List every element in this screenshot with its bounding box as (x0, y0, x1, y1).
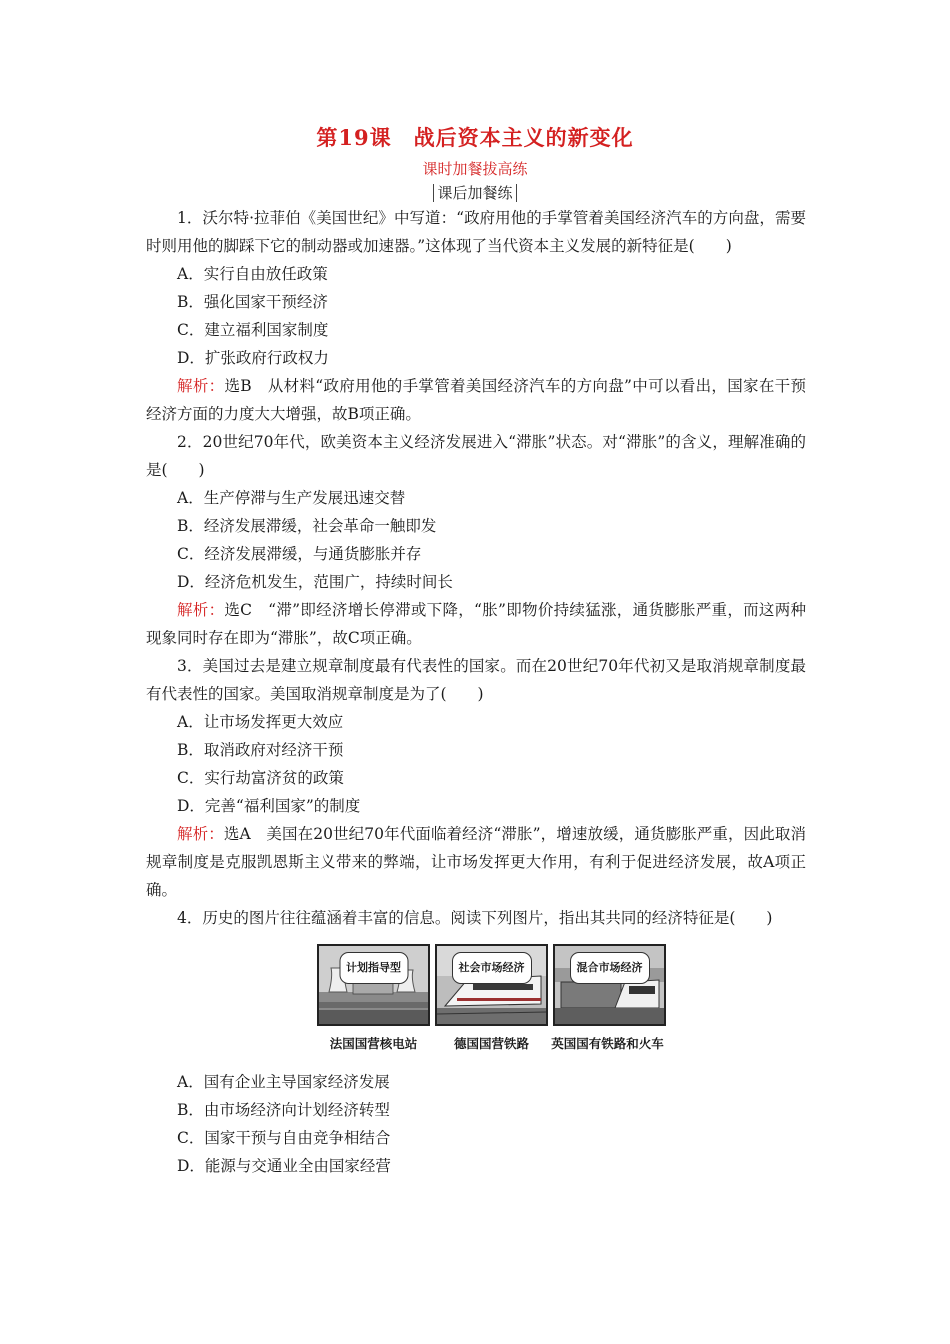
analysis-label: 解析： (177, 825, 224, 843)
question-stem: 1．沃尔特·拉菲伯《美国世纪》中写道：“政府用他的手掌管着美国经济汽车的方向盘，需要时则用他的脚踩下它的制动器或加速器。”这体现了当代资本主义发展的新特征是( ) (146, 209, 806, 255)
figure-caption: 英国国有铁路和火车 (551, 1036, 664, 1051)
figure-badge: 混合市场经济 (570, 952, 650, 984)
option-b: B．经济发展滞缓，社会革命一触即发 (177, 517, 437, 535)
option-d: D．扩张政府行政权力 (177, 349, 329, 367)
question-stem: 2．20世纪70年代，欧美资本主义经济发展进入“滞胀”状态。对“滞胀”的含义，理解准确的是( ) (146, 433, 806, 479)
figure-badge: 社会市场经济 (452, 952, 532, 984)
lesson-subtitle: 课时加餐拔高练 (422, 160, 528, 178)
analysis-text: 选C “滞”即经济增长停滞或下降，“胀”即物价持续猛涨，通货膨胀严重，而这两种现象同时存在即为“滞胀”，故C项正确。 (146, 601, 806, 647)
question-figure (146, 944, 806, 1062)
analysis-text: 选B 从材料“政府用他的手掌管着美国经济汽车的方向盘”中可以看出，国家在干预经济方面的力度大大增强，故B项正确。 (146, 377, 806, 423)
lesson-number: 第19课 (316, 125, 392, 150)
figure-caption: 法国国营核电站 (329, 1036, 418, 1051)
analysis (146, 820, 806, 904)
analysis (146, 372, 806, 428)
figure-caption: 德国国营铁路 (453, 1036, 529, 1051)
analysis-label: 解析： (177, 601, 225, 619)
figure-image-nuclear-plant (317, 944, 430, 1026)
section-tag: 课后加餐练 (0, 182, 950, 203)
figure-image-uk-train (553, 944, 666, 1026)
option-a: A．生产停滞与生产发展迅速交替 (177, 489, 406, 507)
option-a: A．让市场发挥更大效应 (177, 713, 344, 731)
option-a: A．国有企业主导国家经济发展 (177, 1073, 390, 1091)
analysis-text: 选A 美国在20世纪70年代面临着经济“滞胀”，增速放缓，通货膨胀严重，因此取消规章制度是克服凯恩斯主义带来的弊端，让市场发挥更大作用，有利于促进经济发展，故A项正确。 (146, 825, 806, 899)
analysis (146, 596, 806, 652)
question-stem: 4．历史的图片往往蕴涵着丰富的信息。阅读下列图片，指出其共同的经济特征是( ) (177, 909, 773, 927)
question-body (146, 204, 806, 1180)
figure-image-german-train (435, 944, 548, 1026)
question-stem: 3．美国过去是建立规章制度最有代表性的国家。而在20世纪70年代初又是取消规章制度最有代表性的国家。美国取消规章制度是为了( ) (146, 657, 806, 703)
question-4 (146, 904, 806, 1180)
lesson-name: 战后资本主义的新变化 (413, 125, 634, 150)
option-c: C．国家干预与自由竞争相结合 (177, 1129, 391, 1147)
option-d: D．完善“福利国家”的制度 (177, 797, 361, 815)
question-2 (146, 428, 806, 652)
option-a: A．实行自由放任政策 (177, 265, 328, 283)
option-b: B．由市场经济向计划经济转型 (177, 1101, 390, 1119)
question-1 (146, 204, 806, 428)
option-c: C．实行劫富济贫的政策 (177, 769, 344, 787)
option-c: C．建立福利国家制度 (177, 321, 329, 339)
question-3 (146, 652, 806, 904)
analysis-label: 解析： (177, 377, 225, 395)
lesson-title (0, 122, 950, 152)
option-b: B．强化国家干预经济 (177, 293, 328, 311)
option-b: B．取消政府对经济干预 (177, 741, 344, 759)
option-d: D．能源与交通业全由国家经营 (177, 1157, 391, 1175)
option-d: D．经济危机发生，范围广，持续时间长 (177, 573, 453, 591)
option-c: C．经济发展滞缓，与通货膨胀并存 (177, 545, 422, 563)
figure-badge: 计划指导型 (339, 952, 408, 984)
